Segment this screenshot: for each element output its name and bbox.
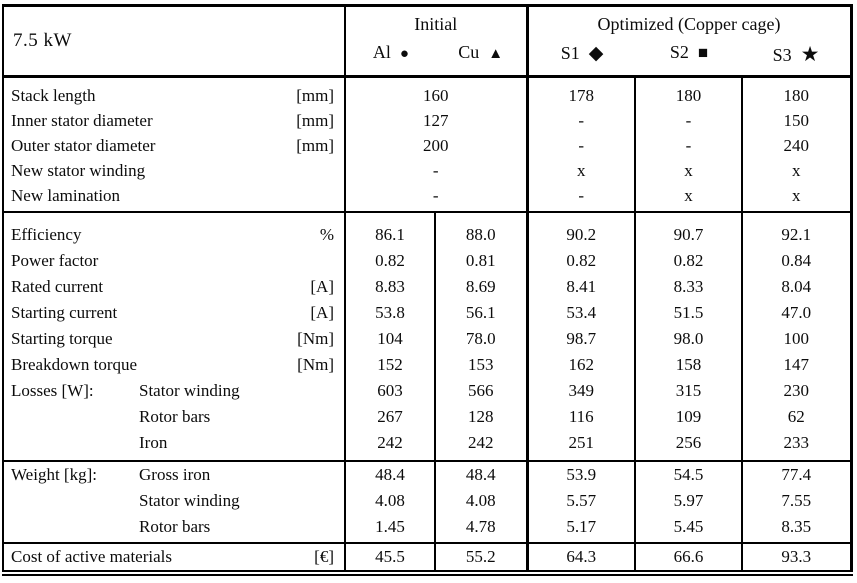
cell-cu: 4.78 xyxy=(435,514,527,543)
optimized-group-title: Optimized (Copper cage) xyxy=(597,14,781,34)
col-header-cu xyxy=(436,42,526,63)
cell-s1: 0.82 xyxy=(527,248,635,274)
cell-initial: - xyxy=(432,185,439,205)
row-unit: [Nm] xyxy=(297,329,334,348)
filled-star-icon: ★ xyxy=(800,42,820,66)
table-row xyxy=(3,514,851,543)
cell-s1: 8.41 xyxy=(527,274,635,300)
cell-s2: 8.33 xyxy=(635,274,742,300)
table-row xyxy=(3,183,851,212)
scanned-table-page xyxy=(2,4,853,576)
row-label: Inner stator diameter xyxy=(11,110,153,130)
optimized-group-header xyxy=(527,6,851,77)
cell-al: 104 xyxy=(377,329,403,348)
cell-s1: 251 xyxy=(527,430,635,461)
cell-cu: 78.0 xyxy=(435,326,527,352)
cell-cu: 566 xyxy=(435,378,527,404)
table-row xyxy=(3,461,851,488)
col-label-al: Al xyxy=(372,42,391,62)
cell-s3: 150 xyxy=(742,108,851,133)
optimized-column-headers xyxy=(529,35,850,67)
cell-s1: 53.4 xyxy=(527,300,635,326)
cell-s3: 7.55 xyxy=(742,488,851,514)
col-label-s1: S1 xyxy=(560,43,580,63)
row-label: Outer stator diameter xyxy=(11,135,156,155)
row-label: Cost of active materials xyxy=(11,547,172,566)
row-label: Stack length xyxy=(11,85,96,105)
table-row xyxy=(3,212,851,248)
cell-al: 8.83 xyxy=(375,277,405,296)
col-header-al xyxy=(346,42,436,63)
cell-s3: 47.0 xyxy=(742,300,851,326)
cell-s3: x xyxy=(742,183,851,212)
cell-al: 4.08 xyxy=(375,491,405,510)
row-unit: [mm] xyxy=(296,135,334,155)
performance-section xyxy=(3,212,851,461)
table-row xyxy=(3,248,851,274)
table-row xyxy=(3,77,851,109)
cell-s3: x xyxy=(742,158,851,183)
row-label: Breakdown torque xyxy=(11,355,138,374)
row-label: Efficiency xyxy=(11,225,82,244)
row-unit: [A] xyxy=(310,277,334,296)
cell-cu: 153 xyxy=(435,352,527,378)
col-label-s2: S2 xyxy=(669,42,689,62)
cell-s2: 54.5 xyxy=(635,461,742,488)
filled-triangle-icon: ▲ xyxy=(488,46,504,62)
cell-s2: 5.45 xyxy=(635,514,742,543)
row-group-prefix: Weight [kg]: xyxy=(11,465,97,484)
cell-s2: 256 xyxy=(635,430,742,461)
cell-al: 152 xyxy=(377,355,403,374)
cell-al: 45.5 xyxy=(375,547,405,566)
cell-initial: - xyxy=(432,160,439,180)
row-label: Starting current xyxy=(11,303,118,322)
table-row xyxy=(3,543,851,573)
row-label: Gross iron xyxy=(139,465,211,484)
cell-initial: 127 xyxy=(423,110,449,130)
cell-cu: 56.1 xyxy=(435,300,527,326)
table-row xyxy=(3,326,851,352)
header-row xyxy=(3,6,851,77)
row-label: Iron xyxy=(139,433,168,452)
cell-s1: 5.57 xyxy=(527,488,635,514)
cell-cu: 55.2 xyxy=(435,543,527,573)
cell-s1: 178 xyxy=(527,77,635,109)
cell-s3: 92.1 xyxy=(742,212,851,248)
cell-initial: 160 xyxy=(423,85,449,105)
col-header-s1 xyxy=(529,42,636,67)
cell-s3: 240 xyxy=(742,133,851,158)
cell-s2: - xyxy=(635,108,742,133)
table-row xyxy=(3,430,851,461)
cell-cu: 8.69 xyxy=(435,274,527,300)
cell-s3: 100 xyxy=(742,326,851,352)
cell-s2: x xyxy=(635,158,742,183)
cell-s2: 315 xyxy=(635,378,742,404)
cell-s1: - xyxy=(527,108,635,133)
cell-s3: 180 xyxy=(742,77,851,109)
cell-s1: 116 xyxy=(527,404,635,430)
table-row xyxy=(3,274,851,300)
row-unit: % xyxy=(319,225,334,244)
cell-s2: 109 xyxy=(635,404,742,430)
cell-al: 0.82 xyxy=(375,251,405,270)
cell-s1: 64.3 xyxy=(527,543,635,573)
row-unit: [Nm] xyxy=(297,355,334,374)
filled-circle-icon: ● xyxy=(399,46,409,62)
row-label: New lamination xyxy=(11,185,121,205)
cell-s3: 147 xyxy=(742,352,851,378)
motor-comparison-table xyxy=(2,4,853,576)
col-header-s2 xyxy=(636,42,743,67)
cell-s1: 5.17 xyxy=(527,514,635,543)
cell-s2: 90.7 xyxy=(635,212,742,248)
cell-cu: 128 xyxy=(435,404,527,430)
cell-s2: 0.82 xyxy=(635,248,742,274)
cell-al: 53.8 xyxy=(375,303,405,322)
cell-s1: 90.2 xyxy=(527,212,635,248)
table-row xyxy=(3,158,851,183)
row-label: Rotor bars xyxy=(139,517,211,536)
filled-square-icon: ■ xyxy=(697,43,709,62)
table-header xyxy=(3,6,851,77)
row-label: New stator winding xyxy=(11,160,146,180)
cell-cu: 0.81 xyxy=(435,248,527,274)
cell-s2: x xyxy=(635,183,742,212)
initial-group-title: Initial xyxy=(414,14,458,34)
table-row xyxy=(3,404,851,430)
cell-s1: 349 xyxy=(527,378,635,404)
table-row xyxy=(3,300,851,326)
row-unit: [€] xyxy=(314,547,334,566)
cell-s1: x xyxy=(527,158,635,183)
initial-column-headers xyxy=(346,35,526,63)
initial-group-header xyxy=(345,6,527,77)
cell-s3: 8.35 xyxy=(742,514,851,543)
row-group-prefix: Losses [W]: xyxy=(11,381,94,400)
row-label: Stator winding xyxy=(139,381,240,400)
cell-s2: 158 xyxy=(635,352,742,378)
cell-s3: 77.4 xyxy=(742,461,851,488)
cell-s1: 53.9 xyxy=(527,461,635,488)
row-unit: [mm] xyxy=(296,85,334,105)
cell-al: 242 xyxy=(377,433,403,452)
cell-al: 603 xyxy=(377,381,403,400)
cell-cu: 48.4 xyxy=(435,461,527,488)
cell-s2: 98.0 xyxy=(635,326,742,352)
row-unit: [mm] xyxy=(296,110,334,130)
weight-section xyxy=(3,461,851,543)
cell-s2: 51.5 xyxy=(635,300,742,326)
cell-s3: 0.84 xyxy=(742,248,851,274)
cell-s2: - xyxy=(635,133,742,158)
table-row xyxy=(3,378,851,404)
col-label-cu: Cu xyxy=(458,42,480,62)
cell-s3: 233 xyxy=(742,430,851,461)
cell-al: 267 xyxy=(377,407,403,426)
cell-s1: - xyxy=(527,183,635,212)
cell-cu: 88.0 xyxy=(435,212,527,248)
power-rating-cell xyxy=(3,6,345,77)
geometry-section xyxy=(3,77,851,213)
cell-s2: 66.6 xyxy=(635,543,742,573)
table-row xyxy=(3,352,851,378)
row-label: Stator winding xyxy=(139,491,240,510)
table-row xyxy=(3,133,851,158)
cell-s3: 230 xyxy=(742,378,851,404)
cell-s3: 62 xyxy=(742,404,851,430)
col-label-s3: S3 xyxy=(772,45,792,65)
cell-s1: 162 xyxy=(527,352,635,378)
cell-cu: 242 xyxy=(435,430,527,461)
cell-s2: 180 xyxy=(635,77,742,109)
power-rating-label: 7.5 kW xyxy=(13,30,72,51)
cell-s1: 98.7 xyxy=(527,326,635,352)
cell-cu: 4.08 xyxy=(435,488,527,514)
cell-s2: 5.97 xyxy=(635,488,742,514)
table-row xyxy=(3,488,851,514)
row-unit: [A] xyxy=(310,303,334,322)
cell-al: 86.1 xyxy=(375,225,405,244)
cell-s3: 93.3 xyxy=(742,543,851,573)
filled-diamond-icon: ◆ xyxy=(588,43,604,64)
cost-section xyxy=(3,543,851,573)
cell-al: 48.4 xyxy=(375,465,405,484)
cell-s1: - xyxy=(527,133,635,158)
cell-initial: 200 xyxy=(423,135,449,155)
row-label: Rated current xyxy=(11,277,104,296)
col-header-s3 xyxy=(743,42,850,67)
table-row xyxy=(3,108,851,133)
cell-al: 1.45 xyxy=(375,517,405,536)
row-label: Starting torque xyxy=(11,329,113,348)
cell-s3: 8.04 xyxy=(742,274,851,300)
row-label: Power factor xyxy=(11,251,99,270)
row-label: Rotor bars xyxy=(139,407,211,426)
